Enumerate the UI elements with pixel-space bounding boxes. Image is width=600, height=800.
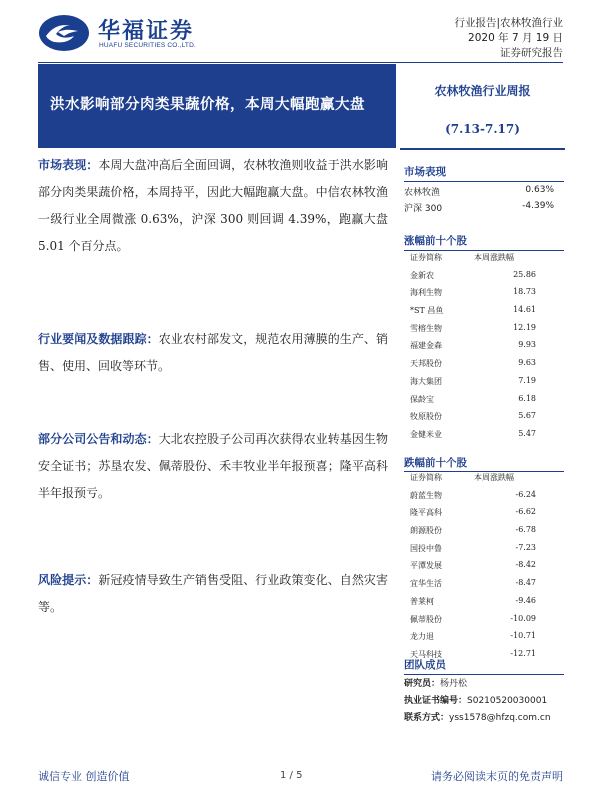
stock-change: -6.62 xyxy=(515,507,536,517)
table-row xyxy=(404,284,564,302)
report-title: 洪水影响部分肉类果蔬价格，本周大幅跑赢大盘 xyxy=(50,96,365,113)
table-header-row xyxy=(404,249,564,267)
stock-change: -9.46 xyxy=(515,595,536,605)
paragraph-text: 新冠疫情导致生产销售受阻、行业政策变化、自然灾害等。 xyxy=(38,573,388,614)
market-heading: 市场表现 xyxy=(404,166,446,178)
paragraph-risk-warning xyxy=(38,567,388,621)
losers-table xyxy=(404,469,564,664)
table-row xyxy=(404,373,564,391)
table-row xyxy=(404,487,564,505)
stock-change: 6.18 xyxy=(518,393,536,403)
paragraph-label: 部分公司公告和动态： xyxy=(38,432,159,446)
market-row xyxy=(404,201,554,215)
paragraph-label: 行业要闻及数据跟踪： xyxy=(38,332,159,346)
table-row xyxy=(404,337,564,355)
stock-change: 25.86 xyxy=(513,269,536,279)
table-row xyxy=(404,391,564,409)
stock-change: 5.47 xyxy=(518,428,536,438)
market-row xyxy=(404,185,554,199)
logo-chinese-name: 华福证券 xyxy=(98,19,195,44)
gainers-table xyxy=(404,249,564,444)
stock-name: 牧原股份 xyxy=(410,412,442,422)
report-type: 证券研究报告 xyxy=(500,47,563,59)
stock-name: 朗源股份 xyxy=(410,526,442,536)
contact-label: 联系方式： xyxy=(404,713,450,723)
table-row xyxy=(404,557,564,575)
losers-heading: 跌幅前十个股 xyxy=(404,457,467,469)
stock-name: 金新农 xyxy=(410,270,434,280)
stock-change: 9.93 xyxy=(518,340,536,350)
stock-change: 5.67 xyxy=(518,411,536,421)
paragraph-label: 风险提示： xyxy=(38,573,99,587)
page-number: 1 / 5 xyxy=(280,770,303,781)
stock-change: -12.71 xyxy=(510,648,536,658)
column-header: 证券简称 xyxy=(410,253,442,262)
footer-slogan: 诚信专业 创造价值 xyxy=(38,770,130,783)
weekly-report-title: 农林牧渔行业周报 xyxy=(434,84,531,98)
stock-name: 金健米业 xyxy=(410,429,442,439)
stock-name: 海利生物 xyxy=(410,288,442,298)
header-divider xyxy=(38,62,563,63)
stock-change: -8.47 xyxy=(515,578,536,588)
paragraph-label: 市场表现： xyxy=(38,158,99,172)
column-header: 证券简称 xyxy=(410,473,442,482)
report-date: 2020 年 7 月 19 日 xyxy=(468,32,563,44)
table-row xyxy=(404,628,564,646)
team-heading: 团队成员 xyxy=(404,659,446,671)
analyst-line xyxy=(404,676,551,693)
market-name: 沪深 300 xyxy=(404,204,443,214)
cert-line xyxy=(404,693,551,710)
cert-number: S0210520030001 xyxy=(467,696,548,706)
stock-name: 福建金森 xyxy=(410,341,442,351)
table-row xyxy=(404,408,564,426)
market-divider xyxy=(404,181,564,182)
report-category: 行业报告|农林牧渔行业 xyxy=(454,17,563,29)
stock-name: 国投中鲁 xyxy=(410,543,442,553)
team-divider xyxy=(404,674,564,675)
paragraph-text: 农业农村部发文，规范农用薄膜的生产、销售、使用、回收等环节。 xyxy=(38,332,388,373)
cert-label: 执业证书编号： xyxy=(404,696,468,706)
stock-change: -10.09 xyxy=(510,613,536,623)
table-row xyxy=(404,426,564,444)
stock-change: 9.63 xyxy=(518,358,536,368)
stock-name: 宜华生活 xyxy=(410,579,442,589)
table-header-row xyxy=(404,469,564,487)
stock-name: 蔚蓝生物 xyxy=(410,490,442,500)
analyst-label: 研究员： xyxy=(404,679,441,689)
table-row xyxy=(404,540,564,558)
market-name: 农林牧渔 xyxy=(404,188,441,198)
table-row xyxy=(404,355,564,373)
stock-change: 7.19 xyxy=(518,375,536,385)
table-row xyxy=(404,575,564,593)
table-row xyxy=(404,320,564,338)
column-header: 本周涨跌幅 xyxy=(474,253,514,262)
stock-name: 隆平高科 xyxy=(410,508,442,518)
footer-disclaimer-link[interactable]: 请务必阅读末页的免责声明 xyxy=(431,770,563,783)
report-meta xyxy=(454,16,563,61)
stock-change: -6.78 xyxy=(515,525,536,535)
table-row xyxy=(404,302,564,320)
stock-name: 普莱柯 xyxy=(410,596,434,606)
stock-change: -6.24 xyxy=(515,489,536,499)
column-header: 本周涨跌幅 xyxy=(474,473,514,482)
paragraph-company-announcements xyxy=(38,426,388,507)
stock-change: 18.73 xyxy=(513,287,536,297)
gainers-heading: 涨幅前十个股 xyxy=(404,235,467,247)
stock-change: -8.42 xyxy=(515,560,536,570)
paragraph-text: 本周大盘冲高后全面回调，农林牧渔则收益于洪水影响部分肉类果蔬价格，本周持平，因此大幅跑赢大盘。中信农林牧渔一级行业全周微涨 0.63%，沪深 300 则回调 4.39%，跑赢大盘 5.01 个百分点。 xyxy=(38,158,388,253)
table-row xyxy=(404,504,564,522)
stock-name: 龙力退 xyxy=(410,632,434,642)
stock-name: 海大集团 xyxy=(410,376,442,386)
stock-change: 14.61 xyxy=(513,305,536,315)
logo-english-name: HUAFU SECURITIES CO.,LTD. xyxy=(99,42,196,49)
stock-name: 平潭发展 xyxy=(410,561,442,571)
table-row xyxy=(404,267,564,285)
paragraph-industry-news xyxy=(38,326,388,380)
team-info xyxy=(404,676,551,727)
table-row xyxy=(404,522,564,540)
stock-change: -10.71 xyxy=(510,631,536,641)
market-value: 0.63% xyxy=(525,185,554,195)
contact-line xyxy=(404,710,551,727)
stock-name: 雪榕生物 xyxy=(410,323,442,333)
stock-name: 佩蒂股份 xyxy=(410,614,442,624)
stock-name: 保龄宝 xyxy=(410,394,434,404)
contact-email: yss1578@hfzq.com.cn xyxy=(449,713,551,723)
stock-change: -7.23 xyxy=(515,542,536,552)
stock-change: 12.19 xyxy=(513,322,536,332)
stock-name: 天邦股份 xyxy=(410,359,442,369)
right-column-divider xyxy=(400,148,565,150)
table-row xyxy=(404,593,564,611)
analyst-name: 杨丹松 xyxy=(440,679,468,689)
weekly-report-range: (7.13-7.17) xyxy=(445,122,520,136)
market-value: -4.39% xyxy=(522,201,554,211)
paragraph-market-performance xyxy=(38,152,388,260)
stock-name: *ST 昌鱼 xyxy=(410,306,444,316)
paragraph-text: 大北农控股子公司再次获得农业转基因生物安全证书；苏垦农发、佩蒂股份、禾丰牧业半年报预喜；隆平高科半年报预亏。 xyxy=(38,432,388,500)
table-row xyxy=(404,611,564,629)
company-logo-icon xyxy=(38,14,90,52)
stock-name: 天马科技 xyxy=(410,649,442,659)
